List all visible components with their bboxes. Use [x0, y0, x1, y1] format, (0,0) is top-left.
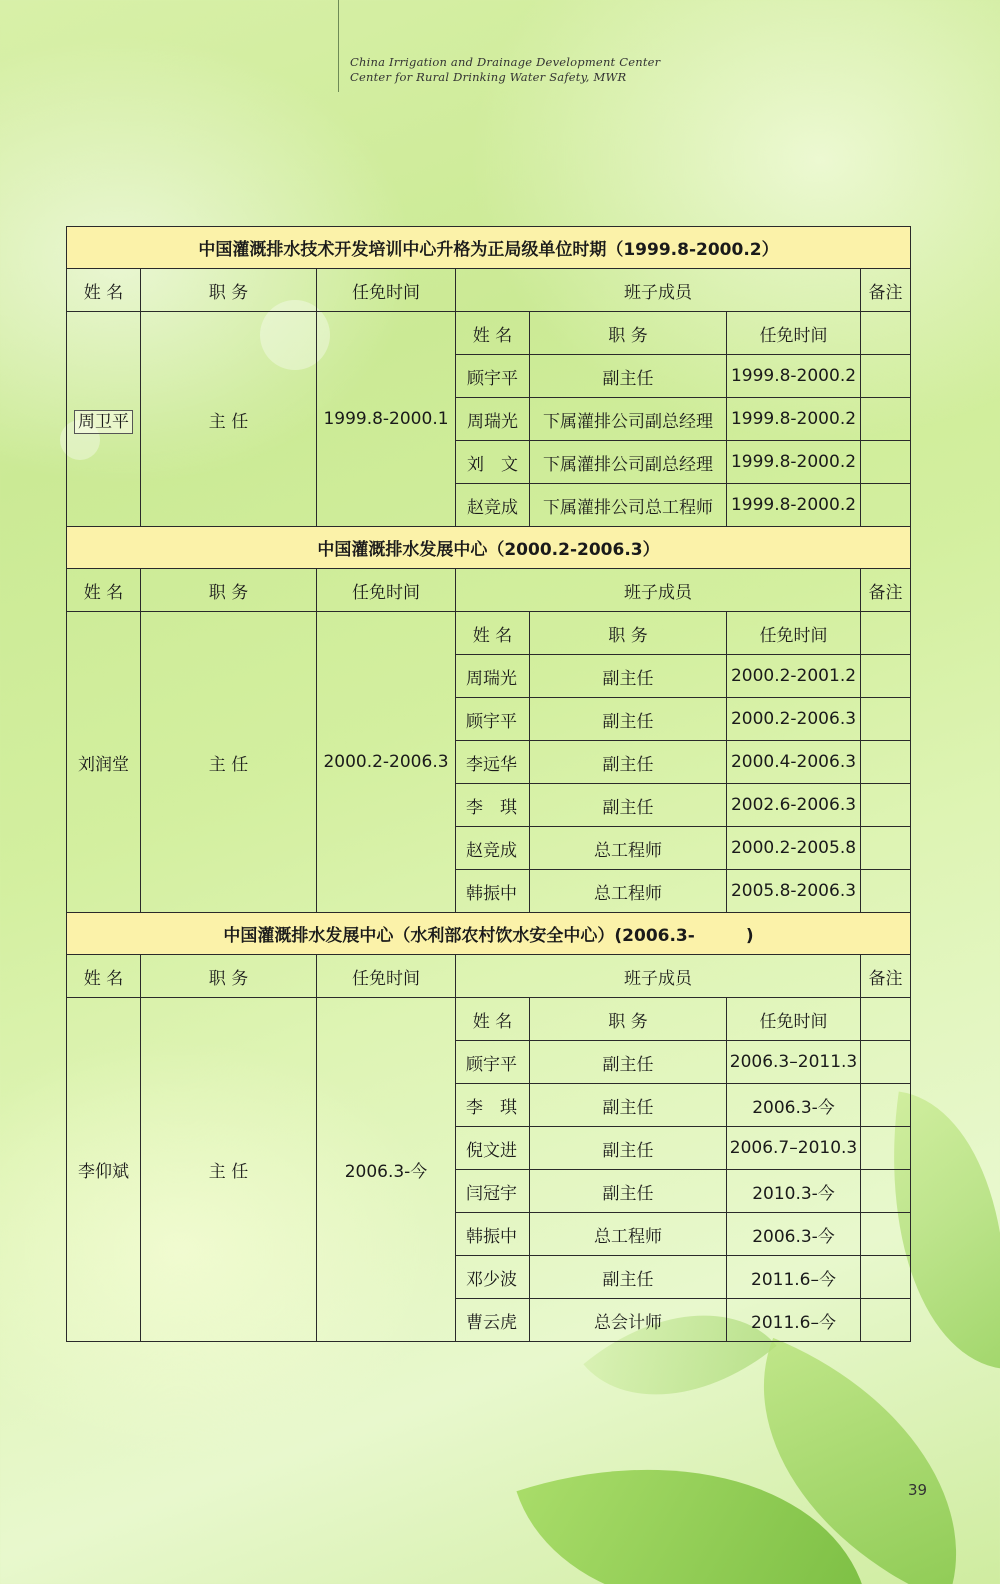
leader-term: 2006.3-今	[317, 998, 456, 1342]
member-term: 2011.6–今	[727, 1299, 861, 1342]
remarks-cell	[861, 1213, 911, 1256]
member-position: 副主任	[530, 1127, 727, 1170]
section-title-row	[67, 227, 911, 269]
header-name: 姓 名	[67, 569, 141, 612]
leader-name: 刘润堂	[67, 612, 141, 913]
member-position: 副主任	[530, 1256, 727, 1299]
remarks-cell	[861, 827, 911, 870]
member-name: 顾宇平	[456, 698, 530, 741]
remarks-cell	[861, 612, 911, 655]
member-position: 副主任	[530, 1170, 727, 1213]
remarks-cell	[861, 1041, 911, 1084]
member-name: 赵竞成	[456, 484, 530, 527]
leader-position: 主 任	[141, 312, 317, 527]
member-position: 副主任	[530, 784, 727, 827]
member-name: 韩振中	[456, 870, 530, 913]
table-row	[67, 312, 911, 355]
member-header-position: 职 务	[530, 612, 727, 655]
header-position: 职 务	[141, 955, 317, 998]
member-term: 2000.2-2001.2	[727, 655, 861, 698]
leader-position: 主 任	[141, 998, 317, 1342]
member-term: 2000.2-2005.8	[727, 827, 861, 870]
remarks-cell	[861, 398, 911, 441]
member-name: 赵竞成	[456, 827, 530, 870]
member-position: 副主任	[530, 355, 727, 398]
member-position: 副主任	[530, 698, 727, 741]
remarks-cell	[861, 655, 911, 698]
header-members: 班子成员	[456, 955, 861, 998]
remarks-cell	[861, 312, 911, 355]
member-header-name: 姓 名	[456, 312, 530, 355]
member-position: 副主任	[530, 655, 727, 698]
member-position: 下属灌排公司总工程师	[530, 484, 727, 527]
member-header-term: 任免时间	[727, 312, 861, 355]
member-term: 1999.8-2000.2	[727, 355, 861, 398]
member-term: 2006.7–2010.3	[727, 1127, 861, 1170]
header-remarks: 备注	[861, 269, 911, 312]
member-term: 2006.3–2011.3	[727, 1041, 861, 1084]
leader-name: 李仰斌	[67, 998, 141, 1342]
page-number: 39	[908, 1481, 928, 1499]
remarks-cell	[861, 1299, 911, 1342]
leader-name	[67, 312, 141, 527]
member-term: 1999.8-2000.2	[727, 441, 861, 484]
member-term: 2011.6–今	[727, 1256, 861, 1299]
section-title-row	[67, 527, 911, 569]
header-members: 班子成员	[456, 569, 861, 612]
remarks-cell	[861, 1127, 911, 1170]
header-remarks: 备注	[861, 569, 911, 612]
member-position: 总会计师	[530, 1299, 727, 1342]
member-name: 周瑞光	[456, 398, 530, 441]
header-position: 职 务	[141, 269, 317, 312]
column-header-row	[67, 569, 911, 612]
member-position: 副主任	[530, 1084, 727, 1127]
header-name: 姓 名	[67, 269, 141, 312]
member-term: 2005.8-2006.3	[727, 870, 861, 913]
header-line-1: China Irrigation and Drainage Development Center	[350, 55, 661, 69]
section-title: 中国灌溉排水技术开发培训中心升格为正局级单位时期（1999.8-2000.2）	[67, 227, 911, 269]
header-members: 班子成员	[456, 269, 861, 312]
member-header-position: 职 务	[530, 998, 727, 1041]
column-header-row	[67, 269, 911, 312]
member-term: 1999.8-2000.2	[727, 398, 861, 441]
member-name: 刘 文	[456, 441, 530, 484]
column-header-row	[67, 955, 911, 998]
remarks-cell	[861, 1256, 911, 1299]
remarks-cell	[861, 784, 911, 827]
leadership-table	[66, 226, 911, 1342]
member-term: 2006.3-今	[727, 1084, 861, 1127]
member-header-name: 姓 名	[456, 612, 530, 655]
member-header-term: 任免时间	[727, 998, 861, 1041]
section-title: 中国灌溉排水发展中心（2000.2-2006.3）	[67, 527, 911, 569]
section-title-row	[67, 913, 911, 955]
member-position: 下属灌排公司副总经理	[530, 398, 727, 441]
leader-position: 主 任	[141, 612, 317, 913]
remarks-cell	[861, 870, 911, 913]
member-position: 副主任	[530, 1041, 727, 1084]
section-title: 中国灌溉排水发展中心（水利部农村饮水安全中心）(2006.3- )	[67, 913, 911, 955]
member-name: 闫冠宇	[456, 1170, 530, 1213]
member-term: 2010.3-今	[727, 1170, 861, 1213]
member-name: 倪文进	[456, 1127, 530, 1170]
member-position: 总工程师	[530, 870, 727, 913]
member-term: 2002.6-2006.3	[727, 784, 861, 827]
member-position: 副主任	[530, 741, 727, 784]
table-row	[67, 998, 911, 1041]
member-name: 周瑞光	[456, 655, 530, 698]
member-header-position: 职 务	[530, 312, 727, 355]
member-term: 2000.4-2006.3	[727, 741, 861, 784]
header-divider	[338, 0, 339, 92]
header-position: 职 务	[141, 569, 317, 612]
member-position: 总工程师	[530, 827, 727, 870]
header-term: 任免时间	[317, 569, 456, 612]
remarks-cell	[861, 998, 911, 1041]
member-position: 总工程师	[530, 1213, 727, 1256]
header-term: 任免时间	[317, 269, 456, 312]
leader-term: 2000.2-2006.3	[317, 612, 456, 913]
member-header-term: 任免时间	[727, 612, 861, 655]
table-row	[67, 612, 911, 655]
remarks-cell	[861, 741, 911, 784]
member-header-name: 姓 名	[456, 998, 530, 1041]
member-name: 邓少波	[456, 1256, 530, 1299]
member-name: 韩振中	[456, 1213, 530, 1256]
remarks-cell	[861, 698, 911, 741]
page-header	[350, 55, 660, 85]
remarks-cell	[861, 484, 911, 527]
remarks-cell	[861, 441, 911, 484]
member-name: 顾宇平	[456, 1041, 530, 1084]
member-name: 李 琪	[456, 1084, 530, 1127]
header-term: 任免时间	[317, 955, 456, 998]
leader-name-text: 周卫平	[74, 410, 133, 434]
member-name: 李 琪	[456, 784, 530, 827]
remarks-cell	[861, 1170, 911, 1213]
member-term: 1999.8-2000.2	[727, 484, 861, 527]
leader-term: 1999.8-2000.1	[317, 312, 456, 527]
remarks-cell	[861, 1084, 911, 1127]
header-line-2: Center for Rural Drinking Water Safety, MWR	[350, 70, 627, 84]
remarks-cell	[861, 355, 911, 398]
header-remarks: 备注	[861, 955, 911, 998]
member-name: 李远华	[456, 741, 530, 784]
member-term: 2006.3-今	[727, 1213, 861, 1256]
member-position: 下属灌排公司副总经理	[530, 441, 727, 484]
member-name: 曹云虎	[456, 1299, 530, 1342]
member-name: 顾宇平	[456, 355, 530, 398]
header-name: 姓 名	[67, 955, 141, 998]
member-term: 2000.2-2006.3	[727, 698, 861, 741]
